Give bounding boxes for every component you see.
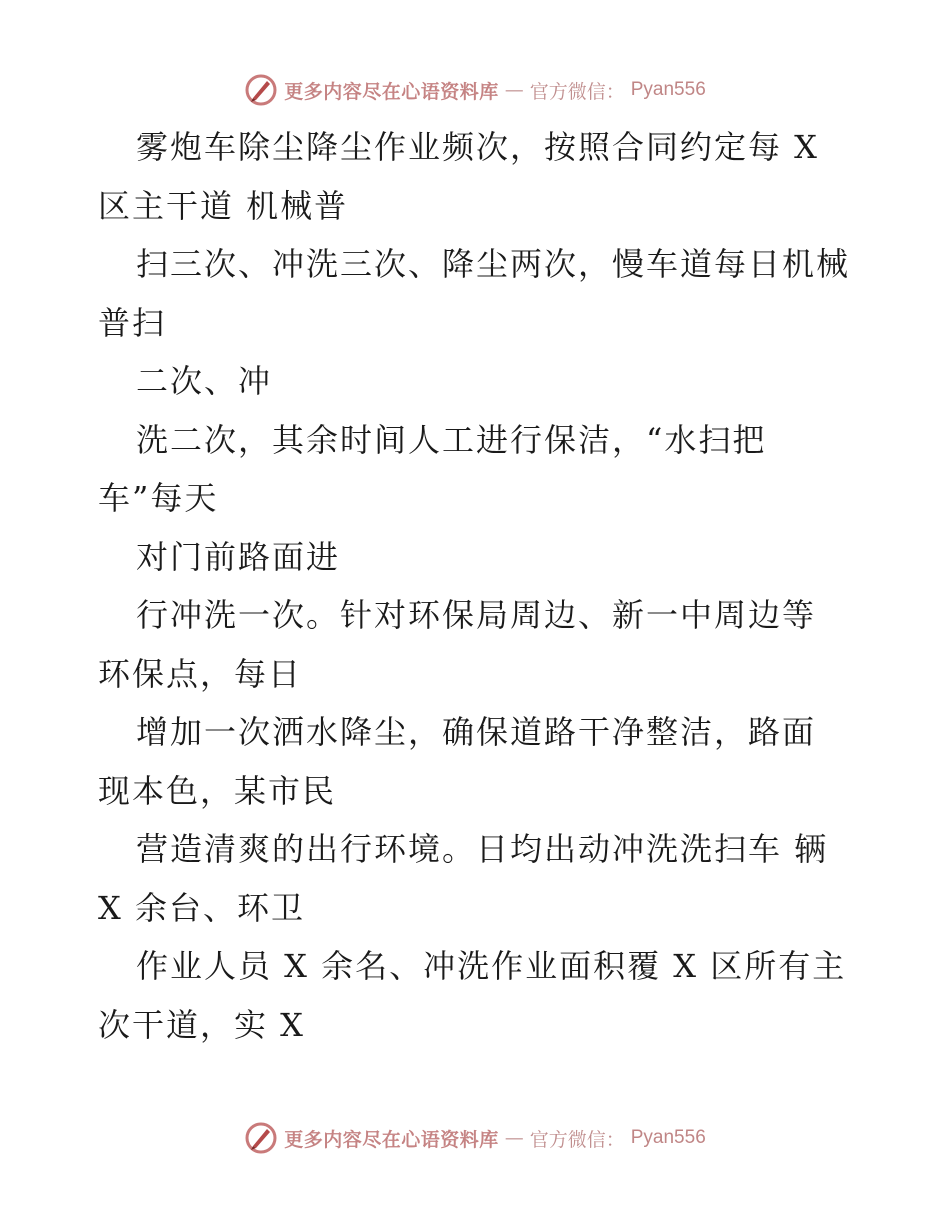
banner-wechat-label: 官方微信： xyxy=(529,80,625,103)
header-watermark-banner xyxy=(0,70,950,110)
text-line: 现本色，某市民 xyxy=(98,771,337,810)
quill-logo-icon xyxy=(244,73,278,107)
text-line: 行冲洗一次。针对环保局周边、新一中周边等 xyxy=(136,596,817,634)
text-line: 次干道，实 X xyxy=(98,1005,305,1044)
text-line: 车”每天 xyxy=(98,479,219,517)
footer-watermark-banner xyxy=(0,1118,950,1158)
document-body xyxy=(98,118,898,1054)
banner-dash: — xyxy=(504,1127,524,1149)
text-line: 营造清爽的出行环境。日均出动冲洗洗扫车 辆 xyxy=(136,830,829,868)
text-line: 环保点，每日 xyxy=(98,654,303,693)
text-line: 增加一次洒水降尘，确保道路干净整洁，路面 xyxy=(136,713,817,751)
text-line: 对门前路面进 xyxy=(136,537,341,576)
text-line: X 余台、环卫 xyxy=(98,888,305,927)
text-line: 作业人员 X 余名、冲洗作业面积覆 X 区所有主 xyxy=(136,947,847,985)
banner-main-text: 更多内容尽在心语资料库 xyxy=(284,80,499,103)
text-line: 雾炮车除尘降尘作业频次，按照合同约定每 X xyxy=(136,128,819,166)
banner-dash: — xyxy=(504,79,524,101)
banner-wechat-id: Pyan556 xyxy=(630,79,706,100)
text-line: 扫三次、冲洗三次、降尘两次，慢车道每日机械 xyxy=(136,245,851,283)
text-line: 普扫 xyxy=(98,303,167,342)
text-line: 区主干道 机械普 xyxy=(98,186,349,225)
text-line: 洗二次，其余时间人工进行保洁，“水扫把 xyxy=(136,420,767,459)
banner-wechat-label: 官方微信： xyxy=(529,1128,625,1151)
banner-wechat-id: Pyan556 xyxy=(630,1127,706,1148)
banner-main-text: 更多内容尽在心语资料库 xyxy=(284,1128,499,1151)
quill-logo-icon xyxy=(244,1121,278,1155)
text-line: 二次、冲 xyxy=(136,362,273,400)
